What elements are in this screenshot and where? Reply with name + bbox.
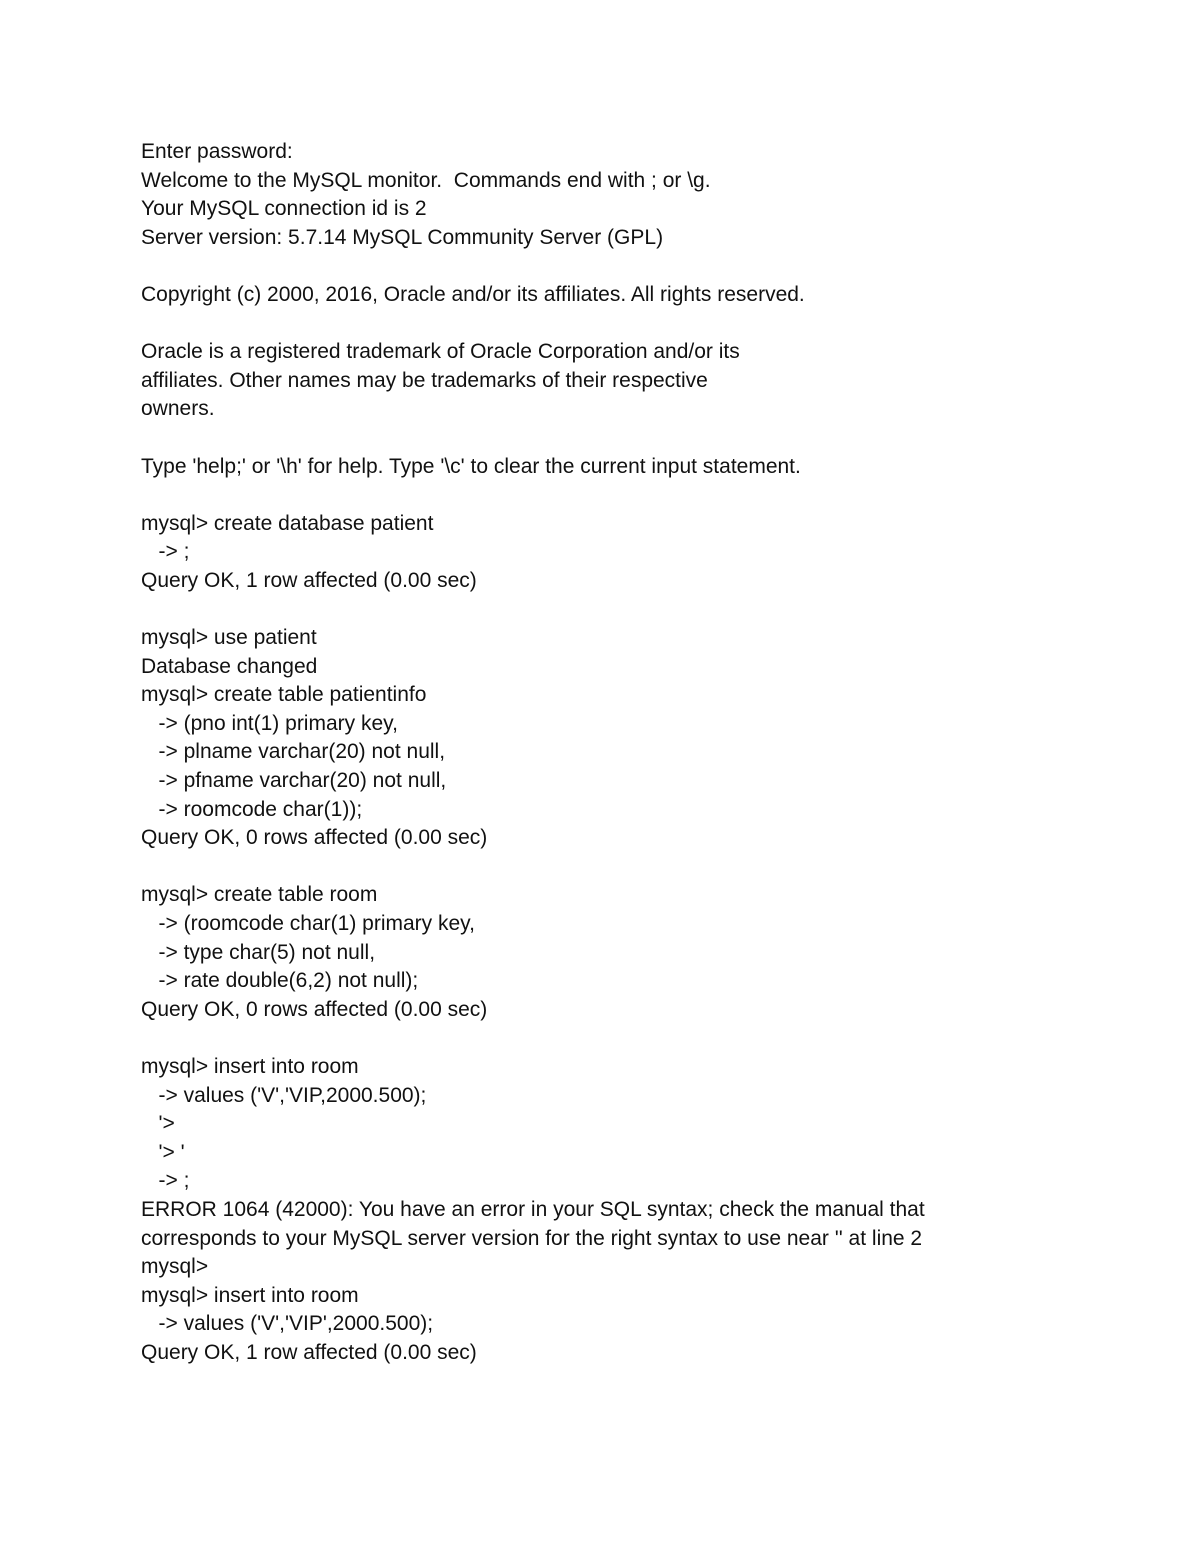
transcript-line: Database changed [141,654,318,678]
transcript-line: -> values ('V','VIP',2000.500); [141,1312,434,1336]
transcript-line: Query OK, 1 row affected (0.00 sec) [141,1340,477,1364]
transcript-line: -> (roomcode char(1) primary key, [141,912,475,936]
error-line: ERROR 1064 (42000): You have an error in your SQL syntax; check the manual that [141,1197,925,1221]
transcript-line: mysql> create table room [141,883,378,907]
transcript-line: mysql> insert into room [141,1283,359,1307]
transcript-line: -> plname varchar(20) not null, [141,740,446,764]
transcript-line: Oracle is a registered trademark of Oracle Corporation and/or its [141,340,740,364]
transcript-line: Query OK, 1 row affected (0.00 sec) [141,568,477,592]
blank-line [141,481,1101,510]
transcript-line: affiliates. Other names may be trademarks of their respective [141,368,708,392]
transcript-line: Query OK, 0 rows affected (0.00 sec) [141,997,488,1021]
blank-line [141,596,1101,625]
error-line: corresponds to your MySQL server version for the right syntax to use near '' at line 2 [141,1226,923,1250]
transcript-line: -> type char(5) not null, [141,940,376,964]
transcript-line: '> [141,1112,175,1136]
blank-line [141,853,1101,882]
blank-line [141,310,1101,339]
blank-line [141,1024,1101,1053]
transcript-line: -> roomcode char(1)); [141,797,363,821]
transcript-line: -> ; [141,1169,190,1193]
transcript-line: mysql> create table patientinfo [141,683,427,707]
transcript-line: mysql> create database patient [141,511,434,535]
transcript-line: Server version: 5.7.14 MySQL Community Server (GPL) [141,225,664,249]
transcript-line: Copyright (c) 2000, 2016, Oracle and/or its affiliates. All rights reserved. [141,282,805,306]
transcript-line: Query OK, 0 rows affected (0.00 sec) [141,826,488,850]
transcript-line: mysql> [141,1255,209,1279]
transcript-line: mysql> use patient [141,626,317,650]
transcript-line: mysql> insert into room [141,1055,359,1078]
transcript-line: owners. [141,397,215,421]
transcript-line: Your MySQL connection id is 2 [141,197,427,221]
blank-line [141,424,1101,453]
transcript-line: -> (pno int(1) primary key, [141,711,398,735]
transcript-line: -> values ('V','VIP,2000.500); [141,1083,427,1107]
transcript-line: -> ; [141,540,190,564]
transcript-line: Welcome to the MySQL monitor. Commands end with ; or \g. [141,168,711,192]
transcript-line: -> pfname varchar(20) not null, [141,769,447,793]
terminal-transcript [141,138,1101,1368]
transcript-line: '> ' [141,1140,185,1164]
transcript-line: -> rate double(6,2) not null); [141,969,419,993]
blank-line [141,252,1101,281]
transcript-line: Type 'help;' or '\h' for help. Type '\c' to clear the current input statement. [141,454,801,478]
transcript-line: Enter password: [141,140,293,163]
